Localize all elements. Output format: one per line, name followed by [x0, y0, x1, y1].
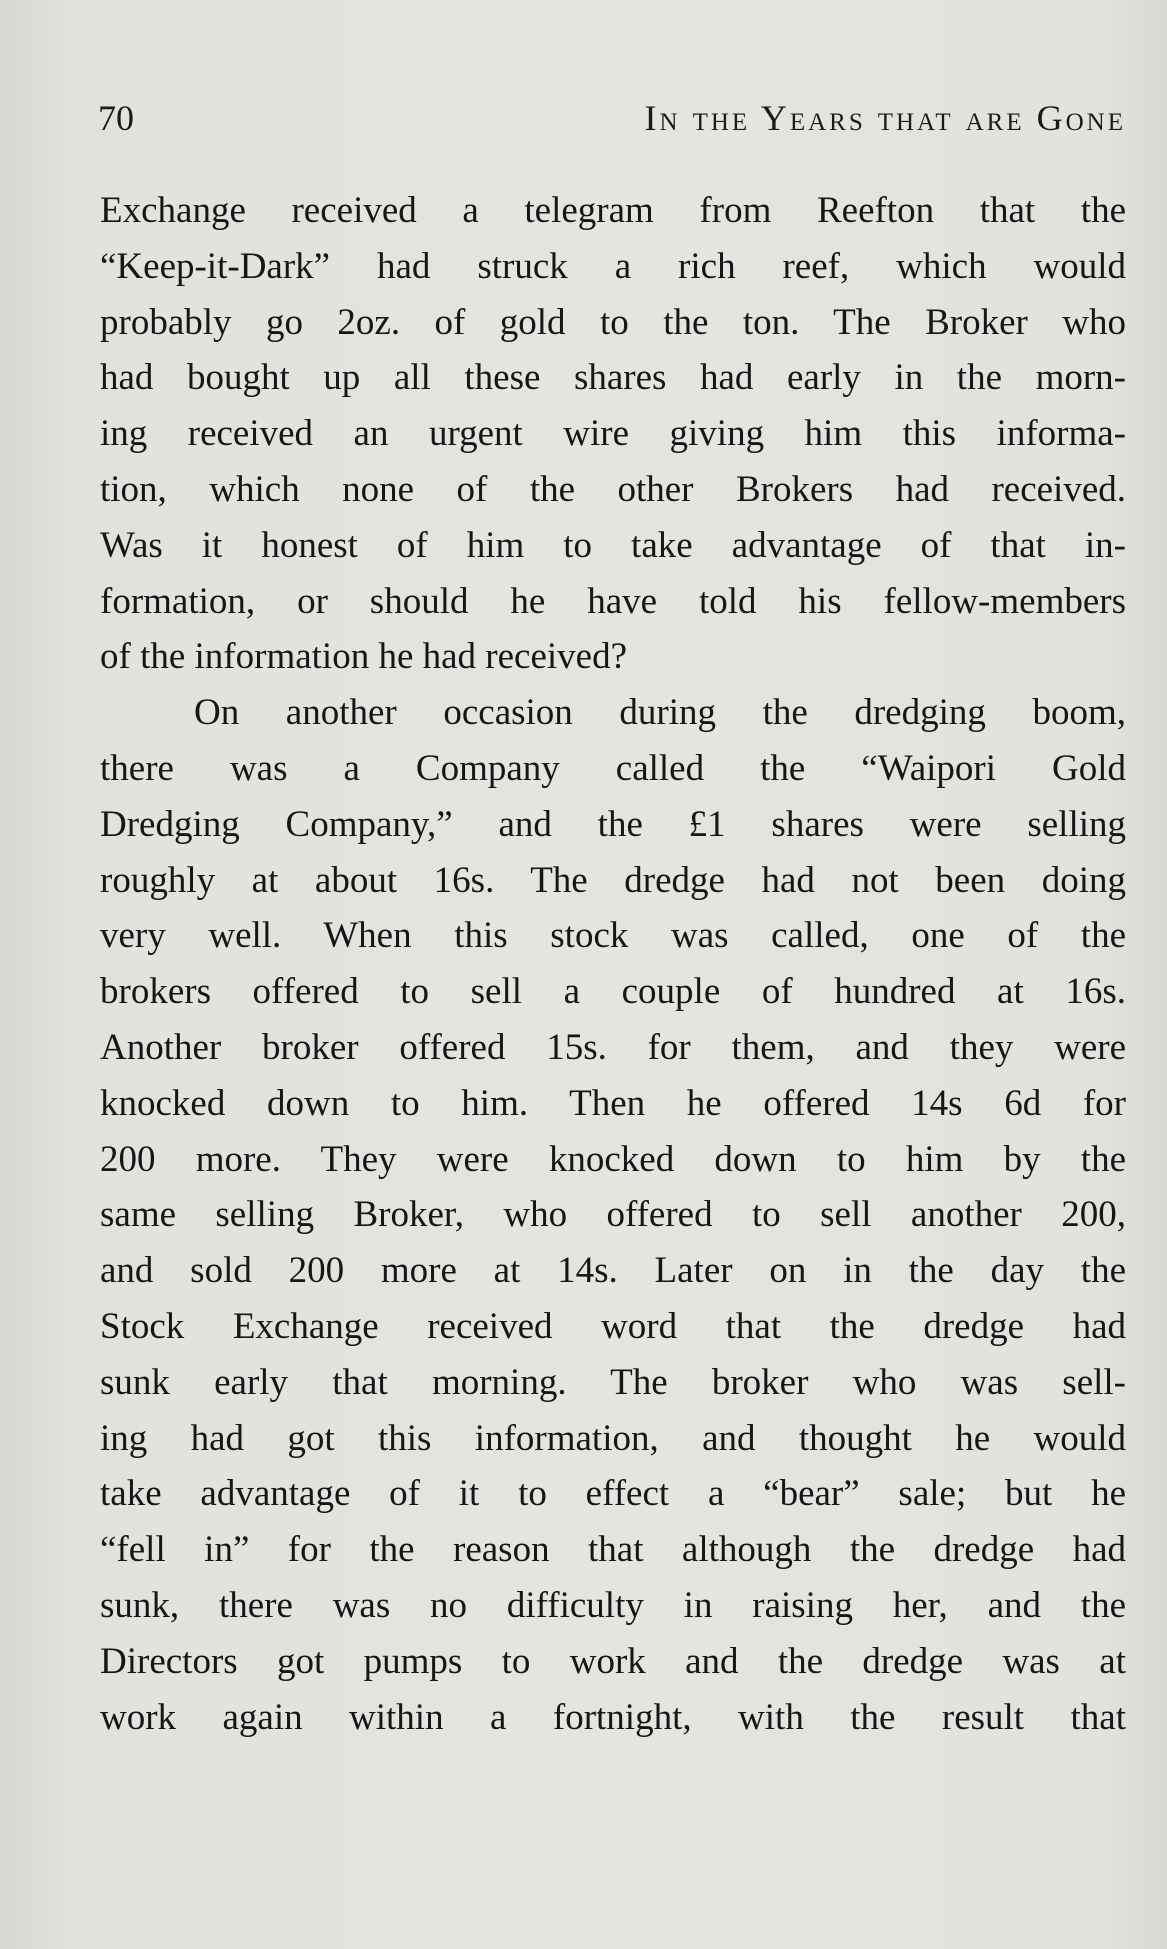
text-line: and sold 200 more at 14s. Later on in the day the	[100, 1250, 1126, 1292]
text-line: same selling Broker, who offered to sell another 200,	[100, 1194, 1126, 1236]
text-line: there was a Company called the “Waipori Gold	[100, 747, 1126, 789]
text-line: roughly at about 16s. The dredge had not been doing	[100, 859, 1126, 901]
text-line: Another broker offered 15s. for them, and they were	[100, 1026, 1126, 1068]
text-line: sunk, there was no difficulty in raising her, and the	[100, 1584, 1126, 1626]
text-line: ing received an urgent wire giving him this informa-	[100, 413, 1126, 455]
running-title: In the Years that are Gone	[644, 98, 1126, 138]
running-head	[98, 92, 1126, 144]
text-line: Stock Exchange received word that the dredge had	[100, 1305, 1126, 1347]
text-line: “Keep-it-Dark” had struck a rich reef, which would	[100, 245, 1126, 287]
text-line: had bought up all these shares had early in the morn-	[100, 357, 1126, 399]
text-line: knocked down to him. Then he offered 14s 6d for	[100, 1082, 1126, 1124]
text-line: formation, or should he have told his fellow-members	[100, 580, 1126, 622]
text-line: Exchange received a telegram from Reefton that the	[100, 190, 1126, 231]
body-text	[100, 183, 1126, 1745]
text-line: Directors got pumps to work and the dredge was at	[100, 1640, 1126, 1682]
text-line: sunk early that morning. The broker who was sell-	[100, 1361, 1126, 1403]
paragraph-start-line: On another occasion during the dredging boom,	[194, 692, 1126, 734]
text-line: take advantage of it to effect a “bear” sale; but he	[100, 1473, 1126, 1515]
paragraph-end-line: of the information he had received?	[100, 636, 628, 678]
text-line: work again within a fortnight, with the result that	[100, 1696, 1126, 1738]
page-number: 70	[98, 98, 134, 138]
text-line: Dredging Company,” and the £1 shares were selling	[100, 803, 1126, 845]
text-line: brokers offered to sell a couple of hundred at 16s.	[100, 971, 1126, 1013]
text-line: Was it honest of him to take advantage of that in-	[100, 524, 1126, 566]
text-line: 200 more. They were knocked down to him by the	[100, 1138, 1126, 1180]
text-line: probably go 2oz. of gold to the ton. The Broker who	[100, 301, 1126, 343]
text-line: ing had got this information, and thought he would	[100, 1417, 1126, 1459]
text-line: tion, which none of the other Brokers had received.	[100, 468, 1126, 510]
text-line: very well. When this stock was called, one of the	[100, 915, 1126, 957]
text-line: “fell in” for the reason that although the dredge had	[100, 1529, 1126, 1571]
